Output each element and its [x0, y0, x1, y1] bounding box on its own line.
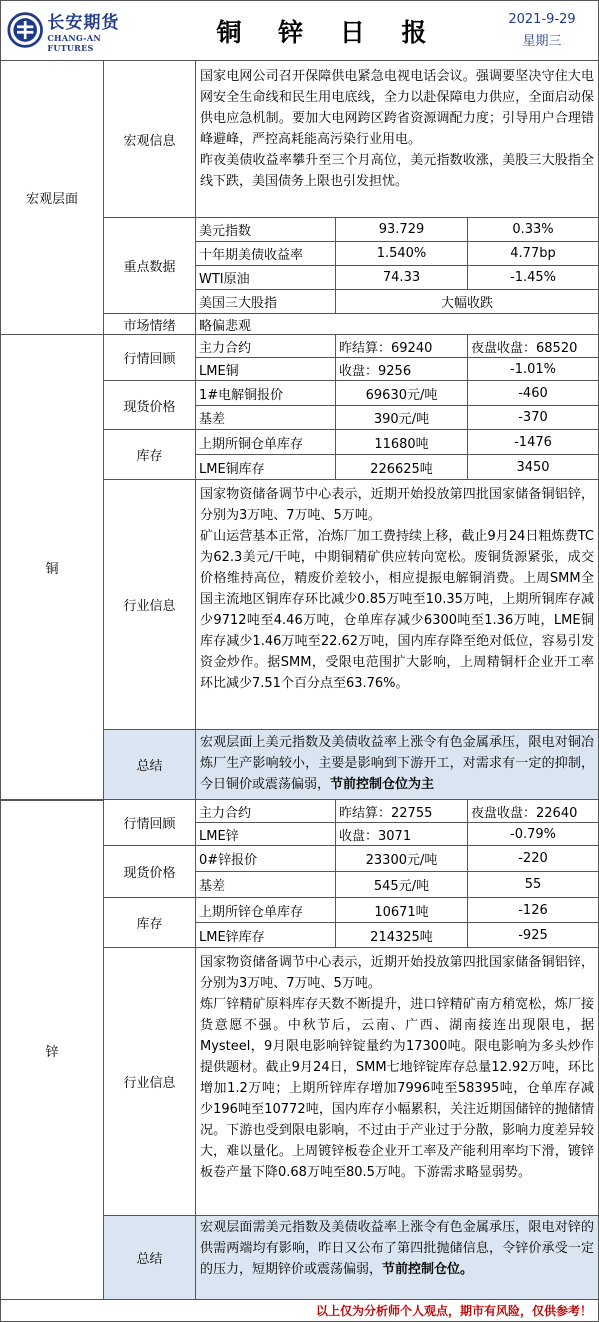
zinc-basis-value: 545元/吨	[336, 872, 468, 898]
zinc-main-night: 夜盘收盘：22640	[468, 800, 599, 823]
report-weekday: 星期三	[522, 33, 562, 49]
macro-info-label: 宏观信息	[104, 60, 196, 218]
copper-lme-name: LME铜	[196, 358, 336, 381]
copper-summary	[196, 730, 599, 800]
zinc-lme-stock-name: LME锌库存	[196, 923, 336, 948]
copper-main-contract: 主力合约	[196, 335, 336, 358]
zinc-summary-body: 宏观层面需美元指数及美债收益率上涨令有色金属承压，限电对锌的供需两端均有影响，昨日又公布了第四批抛储信息，令锌价承受一定的压力，短期锌价或震荡偏弱，	[200, 1220, 594, 1277]
copper-industry-paragraph-2: 矿山运营基本正常，冶炼厂加工费持续上移，截止9月24日粗炼费TC为62.3美元/干吨，中期铜精矿供应转向宽松。废铜货源紧张，成交价格维持高位，精废价差较小，相应提振电解铜消费。上周SMM全国主流地区铜库存环比减少0.85万吨至10.35万吨，上期所铜库存减少9712吨至4.46万吨，仓单库存减少6300吨至1.36万吨，LME铜库存减少1.46万吨至22.62万吨，国内库存降至绝对低位，容易引发资金炒作。据SMM，受限电范围扩大影响，上周精铜杆企业开工率环比减少7.51个百分点至63.76%。	[200, 529, 594, 691]
key-row-change: 4.77bp	[468, 242, 599, 266]
report-header	[0, 0, 599, 60]
sentiment-value: 略偏悲观	[196, 314, 599, 335]
zinc-main-settle: 昨结算：22755	[336, 800, 468, 823]
copper-stock-label: 库存	[104, 430, 196, 480]
key-row-value: 74.33	[336, 266, 468, 290]
zinc-shfe-stock-value: 10671吨	[336, 898, 468, 923]
copper-review-label: 行情回顾	[104, 335, 196, 381]
copper-summary-text	[196, 730, 598, 795]
zinc-summary-label: 总结	[104, 1216, 196, 1300]
copper-lme-close: 收盘：9256	[336, 358, 468, 381]
zinc-spot-price: 23300元/吨	[336, 846, 468, 872]
copper-basis-name: 基差	[196, 406, 336, 430]
key-row-name: 美元指数	[196, 218, 336, 242]
key-row-change: 0.33%	[468, 218, 599, 242]
zinc-review-label: 行情回顾	[104, 800, 196, 846]
copper-shfe-stock-change: -1476	[468, 430, 599, 455]
zinc-industry-paragraph-2: 炼厂锌精矿原料库存天数不断提升，进口锌精矿南方稍宽松，炼厂接货意愿不强。中秋节后，云南、广西、湖南接连出现限电，据Mysteel，9月限电影响锌锭量约为17300吨。限电影响为多头炒作提供题材。截止9月24日，SMM七地锌锭库存总量12.92万吨，环比增加1.2万吨；上期所锌库存增加7996吨至58395吨，仓单库存减少196吨至10772吨，国内库存小幅累积，关注近期国储锌的抛储情况。下游也受到限电影响，不过由于产业过于分散，影响力度差异较大，难以量化。上周镀锌板卷企业开工率及产能利用率均下滑，镀锌板卷产量下降0.68万吨至80.5万吨。下游需求略显弱势。	[200, 997, 594, 1180]
zinc-stock-label: 库存	[104, 898, 196, 948]
risk-disclaimer: 以上仅为分析师个人观点，期市有风险，仅供参考！	[0, 1300, 599, 1322]
copper-basis-change: -370	[468, 406, 599, 430]
key-row-name: WTI原油	[196, 266, 336, 290]
macro-info-paragraph-1: 国家电网公司召开保障供电紧急电视电话会议。强调要坚决守住大电网安全生命线和民生用电底线，全力以赴保障电力供应，全面启动保供电应急机制。要加大电网跨区跨省资源调配力度；引导用户合理错峰避峰，严控高耗能高污染行业用电。	[200, 69, 594, 147]
zinc-spot-name: 0#锌报价	[196, 846, 336, 872]
report-title: 铜 锌 日 报	[216, 17, 441, 47]
key-row-value: 93.729	[336, 218, 468, 242]
zinc-basis-change: 55	[468, 872, 599, 898]
macro-info-paragraph-2: 昨夜美债收益率攀升至三个月高位，美元指数收涨，美股三大股指全线下跌，美国债务上限也引发担忧。	[200, 153, 594, 189]
copper-industry-label: 行业信息	[104, 480, 196, 730]
copper-spot-price: 69630元/吨	[336, 381, 468, 406]
section-label-macro: 宏观层面	[0, 60, 104, 335]
zinc-lme-name: LME锌	[196, 823, 336, 846]
us-stocks-value: 大幅收跌	[336, 290, 599, 314]
copper-shfe-stock-value: 11680吨	[336, 430, 468, 455]
zinc-shfe-stock-name: 上期所锌仓单库存	[196, 898, 336, 923]
zinc-summary-text	[196, 1216, 598, 1280]
sentiment-label: 市场情绪	[104, 314, 196, 335]
copper-basis-value: 390元/吨	[336, 406, 468, 430]
section-label-copper: 铜	[0, 335, 104, 800]
key-data-label: 重点数据	[104, 218, 196, 314]
copper-main-night: 夜盘收盘：68520	[468, 335, 599, 358]
copper-lme-stock-change: 3450	[468, 455, 599, 480]
zinc-summary	[196, 1216, 599, 1300]
company-logo	[1, 1, 141, 59]
zinc-main-contract: 主力合约	[196, 800, 336, 823]
zinc-spot-label: 现货价格	[104, 846, 196, 898]
copper-industry-paragraph-1: 国家物资储备调节中心表示，近期开始投放第四批国家储备铜铝锌，分别为3万吨、7万吨、5万吨。	[200, 487, 594, 523]
copper-lme-stock-value: 226625吨	[336, 455, 468, 480]
copper-lme-change: -1.01%	[468, 358, 599, 381]
zinc-industry-paragraph-1: 国家物资储备调节中心表示，近期开始投放第四批国家储备铜铝锌，分别为3万吨、7万吨、5万吨。	[200, 955, 594, 991]
chang-an-logo-icon	[7, 10, 43, 50]
zinc-basis-name: 基差	[196, 872, 336, 898]
key-row-change: -1.45%	[468, 266, 599, 290]
zinc-summary-emphasis: 节前控制仓位。	[382, 1262, 474, 1277]
zinc-spot-change: -220	[468, 846, 599, 872]
copper-industry-text	[196, 480, 599, 730]
copper-spot-change: -460	[468, 381, 599, 406]
us-stocks-name: 美国三大股指	[196, 290, 336, 314]
macro-info-text	[196, 60, 599, 218]
zinc-lme-change: -0.79%	[468, 823, 599, 846]
logo-english-name: CHANG-AN FUTURES	[47, 32, 102, 53]
key-row-value: 1.540%	[336, 242, 468, 266]
copper-main-settle: 昨结算：69240	[336, 335, 468, 358]
zinc-industry-text	[196, 948, 599, 1216]
report-date-block	[486, 1, 598, 60]
key-row-name: 十年期美债收益率	[196, 242, 336, 266]
zinc-industry-label: 行业信息	[104, 948, 196, 1216]
zinc-shfe-stock-change: -126	[468, 898, 599, 923]
copper-summary-body: 宏观层面上美元指数及美债收益率上涨令有色金属承压，限电对铜冶炼厂生产影响较小，主要是影响到下游开工，对需求有一定的抑制，今日铜价或震荡偏弱，	[200, 735, 594, 792]
section-label-zinc: 锌	[0, 800, 104, 1300]
copper-lme-stock-name: LME铜库存	[196, 455, 336, 480]
copper-summary-emphasis: 节前控制仓位为主	[330, 777, 435, 792]
copper-summary-label: 总结	[104, 730, 196, 800]
zinc-lme-stock-value: 214325吨	[336, 923, 468, 948]
logo-chinese-name: 长安期货	[47, 12, 120, 33]
copper-spot-name: 1#电解铜报价	[196, 381, 336, 406]
copper-spot-label: 现货价格	[104, 381, 196, 430]
report-date: 2021-9-29	[508, 11, 576, 27]
copper-shfe-stock-name: 上期所铜仓单库存	[196, 430, 336, 455]
zinc-lme-stock-change: -925	[468, 923, 599, 948]
zinc-lme-close: 收盘：3071	[336, 823, 468, 846]
